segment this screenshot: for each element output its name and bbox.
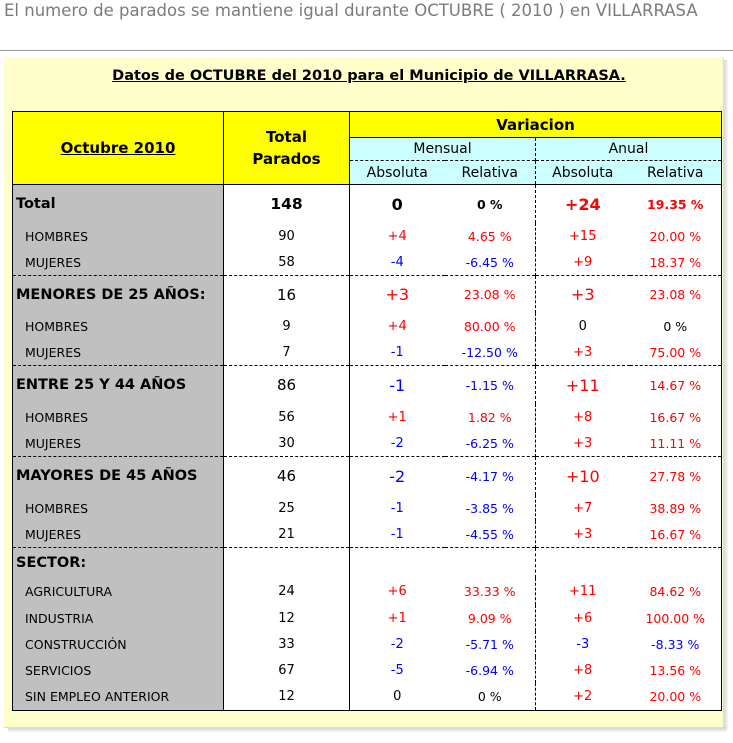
row-total: 86: [224, 366, 350, 405]
row-anual-relativa: 16.67 %: [630, 404, 722, 430]
row-anual-relativa: 23.08 %: [630, 276, 722, 314]
row-mensual-relativa: -12.50 %: [445, 339, 536, 366]
row-mensual-absoluta: +3: [350, 276, 445, 314]
row-mensual-absoluta: +6: [350, 578, 445, 605]
row-anual-relativa: 27.78 %: [630, 457, 722, 496]
row-total: 56: [224, 404, 350, 430]
table-row: [13, 578, 722, 605]
row-total: 30: [224, 430, 350, 457]
table-row: [13, 605, 722, 631]
row-mensual-relativa: 0 %: [445, 185, 536, 224]
table-row: [13, 185, 722, 224]
unemployment-table: [12, 111, 722, 711]
row-total: 12: [224, 605, 350, 631]
table-row: [13, 548, 722, 579]
table-row: [13, 430, 722, 457]
row-total: 148: [224, 185, 350, 224]
row-total: 16: [224, 276, 350, 314]
row-anual-absoluta: +11: [536, 366, 630, 405]
row-mensual-relativa: -6.25 %: [445, 430, 536, 457]
row-mensual-absoluta: [350, 548, 445, 579]
row-label: CONSTRUCCIÓN: [13, 631, 224, 657]
row-mensual-relativa: 4.65 %: [445, 223, 536, 249]
row-anual-relativa: 84.62 %: [630, 578, 722, 605]
row-anual-relativa: 11.11 %: [630, 430, 722, 457]
row-label: INDUSTRIA: [13, 605, 224, 631]
table-row: [13, 495, 722, 521]
heading-divider: [0, 50, 733, 51]
row-label: MUJERES: [13, 521, 224, 548]
row-anual-absoluta: -3: [536, 631, 630, 657]
row-anual-relativa: 100.00 %: [630, 605, 722, 631]
row-mensual-relativa: 9.09 %: [445, 605, 536, 631]
row-total: 12: [224, 683, 350, 711]
row-anual-relativa: 0 %: [630, 313, 722, 339]
row-label: HOMBRES: [13, 495, 224, 521]
row-anual-relativa: 20.00 %: [630, 223, 722, 249]
row-total: 25: [224, 495, 350, 521]
row-mensual-absoluta: -2: [350, 430, 445, 457]
row-anual-relativa: 18.37 %: [630, 249, 722, 276]
row-mensual-relativa: -1.15 %: [445, 366, 536, 405]
row-anual-relativa: [630, 548, 722, 579]
row-mensual-absoluta: +4: [350, 313, 445, 339]
row-anual-relativa: -8.33 %: [630, 631, 722, 657]
anual-header: Anual: [536, 138, 722, 161]
row-label: SERVICIOS: [13, 657, 224, 683]
total-parados-header: Total Parados: [224, 112, 350, 185]
row-mensual-relativa: -6.94 %: [445, 657, 536, 683]
table-row: [13, 276, 722, 314]
row-anual-relativa: 75.00 %: [630, 339, 722, 366]
row-anual-absoluta: +3: [536, 521, 630, 548]
row-label: MUJERES: [13, 430, 224, 457]
row-mensual-absoluta: +1: [350, 404, 445, 430]
row-total: 21: [224, 521, 350, 548]
row-label: MAYORES DE 45 AÑOS: [13, 457, 224, 496]
row-mensual-absoluta: -2: [350, 457, 445, 496]
row-mensual-absoluta: -2: [350, 631, 445, 657]
row-anual-absoluta: +3: [536, 339, 630, 366]
row-mensual-absoluta: 0: [350, 185, 445, 224]
table-row: [13, 657, 722, 683]
table-row: [13, 249, 722, 276]
row-total: 9: [224, 313, 350, 339]
row-mensual-relativa: 80.00 %: [445, 313, 536, 339]
row-mensual-absoluta: -1: [350, 366, 445, 405]
row-anual-relativa: 13.56 %: [630, 657, 722, 683]
row-mensual-relativa: -3.85 %: [445, 495, 536, 521]
row-label: SECTOR:: [13, 548, 224, 579]
row-mensual-absoluta: -1: [350, 339, 445, 366]
table-title: Datos de OCTUBRE del 2010 para el Municipio de VILLARRASA.: [112, 68, 626, 84]
row-label: MENORES DE 25 AÑOS:: [13, 276, 224, 314]
row-mensual-relativa: 1.82 %: [445, 404, 536, 430]
row-label: Total: [13, 185, 224, 224]
row-mensual-absoluta: +4: [350, 223, 445, 249]
table-row: [13, 521, 722, 548]
row-mensual-relativa: -5.71 %: [445, 631, 536, 657]
row-total: [224, 548, 350, 579]
row-anual-relativa: 19.35 %: [630, 185, 722, 224]
row-total: 24: [224, 578, 350, 605]
row-anual-absoluta: +9: [536, 249, 630, 276]
row-total: 7: [224, 339, 350, 366]
row-mensual-absoluta: +1: [350, 605, 445, 631]
row-mensual-relativa: 33.33 %: [445, 578, 536, 605]
row-anual-absoluta: +6: [536, 605, 630, 631]
table-row: [13, 339, 722, 366]
row-mensual-relativa: -4.17 %: [445, 457, 536, 496]
mensual-absoluta-header: Absoluta: [350, 161, 445, 185]
row-mensual-absoluta: -4: [350, 249, 445, 276]
table-row: [13, 223, 722, 249]
row-mensual-relativa: [445, 548, 536, 579]
row-anual-absoluta: 0: [536, 313, 630, 339]
table-row: [13, 457, 722, 496]
row-label: HOMBRES: [13, 223, 224, 249]
row-anual-absoluta: +3: [536, 276, 630, 314]
row-mensual-absoluta: -1: [350, 521, 445, 548]
row-total: 33: [224, 631, 350, 657]
mensual-header: Mensual: [350, 138, 536, 161]
row-total: 58: [224, 249, 350, 276]
row-mensual-absoluta: 0: [350, 683, 445, 711]
table-row: [13, 683, 722, 711]
row-total: 46: [224, 457, 350, 496]
row-anual-absoluta: +8: [536, 404, 630, 430]
row-anual-absoluta: +15: [536, 223, 630, 249]
row-anual-absoluta: +10: [536, 457, 630, 496]
row-label: ENTRE 25 Y 44 AÑOS: [13, 366, 224, 405]
table-row: [13, 313, 722, 339]
row-anual-relativa: 14.67 %: [630, 366, 722, 405]
row-mensual-absoluta: -5: [350, 657, 445, 683]
period-header: Octubre 2010: [13, 112, 224, 185]
row-anual-absoluta: [536, 548, 630, 579]
row-label: SIN EMPLEO ANTERIOR: [13, 683, 224, 711]
page-heading: El numero de parados se mantiene igual durante OCTUBRE ( 2010 ) en VILLARRASA: [4, 1, 698, 20]
row-anual-absoluta: +7: [536, 495, 630, 521]
row-anual-relativa: 38.89 %: [630, 495, 722, 521]
row-label: HOMBRES: [13, 404, 224, 430]
row-anual-absoluta: +11: [536, 578, 630, 605]
row-mensual-absoluta: -1: [350, 495, 445, 521]
row-anual-relativa: 16.67 %: [630, 521, 722, 548]
mensual-relativa-header: Relativa: [445, 161, 536, 185]
row-mensual-relativa: 23.08 %: [445, 276, 536, 314]
row-total: 67: [224, 657, 350, 683]
row-anual-absoluta: +8: [536, 657, 630, 683]
row-anual-absoluta: +24: [536, 185, 630, 224]
row-label: HOMBRES: [13, 313, 224, 339]
row-mensual-relativa: 0 %: [445, 683, 536, 711]
row-anual-absoluta: +3: [536, 430, 630, 457]
row-anual-relativa: 20.00 %: [630, 683, 722, 711]
row-label: MUJERES: [13, 249, 224, 276]
row-label: MUJERES: [13, 339, 224, 366]
row-total: 90: [224, 223, 350, 249]
anual-relativa-header: Relativa: [630, 161, 722, 185]
table-row: [13, 404, 722, 430]
table-row: [13, 631, 722, 657]
row-mensual-relativa: -4.55 %: [445, 521, 536, 548]
row-label: AGRICULTURA: [13, 578, 224, 605]
variacion-header: Variacion: [350, 112, 722, 138]
anual-absoluta-header: Absoluta: [536, 161, 630, 185]
table-row: [13, 366, 722, 405]
row-anual-absoluta: +2: [536, 683, 630, 711]
row-mensual-relativa: -6.45 %: [445, 249, 536, 276]
